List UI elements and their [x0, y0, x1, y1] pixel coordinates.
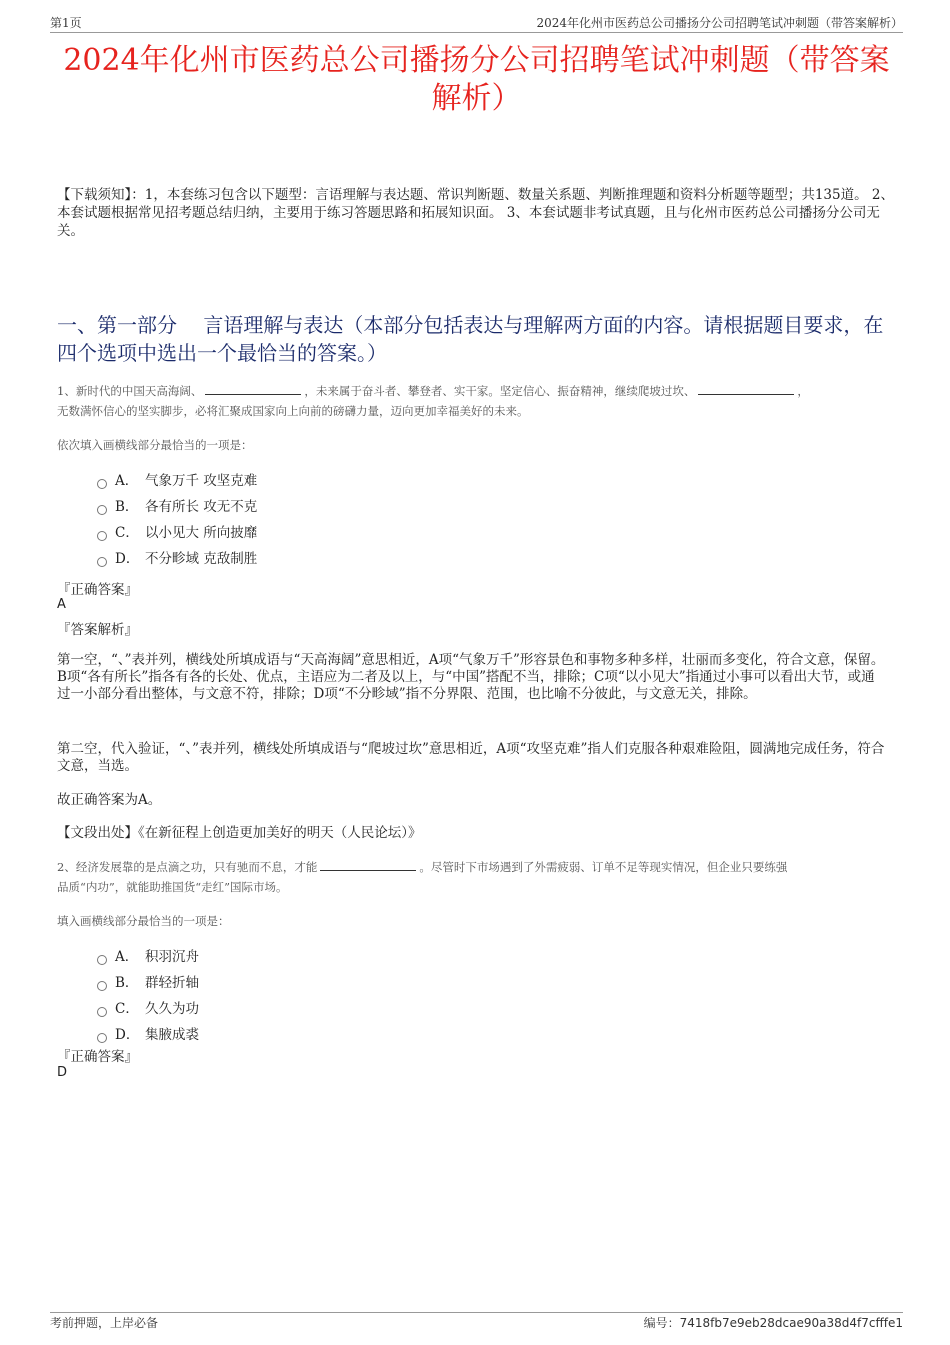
q2-answer-label: 『正确答案』: [57, 1049, 138, 1065]
footer-divider: [50, 1312, 903, 1313]
header-doc-title: 2024年化州市医药总公司播扬分公司招聘笔试冲刺题（带答案解析）: [536, 16, 903, 30]
radio-icon[interactable]: [97, 479, 107, 489]
q1-conclusion: 故正确答案为A。: [57, 792, 162, 808]
document-title: [50, 42, 903, 118]
q1-analysis-1: 第一空，“、”表并列，横线处所填成语与“天高海阔”意思相近，A项“气象万千”形容景色和事物多种多样，壮丽而多变化，符合文意，保留。B项“各有所长”指各有各的长处、优点，主语应为二者及以上，与“中国”搭配不当，排除；C项“以小见大”指通过小事可以看出大节，或通过一小部分看出整体，与文意不符，排除；D项“不分畛域”指不分界限、范围，也比喻不分彼此，与文意无关，排除。: [57, 652, 885, 702]
footer-code: [644, 1314, 903, 1331]
title-line-1: 2024年化州市医药总公司播扬分公司招聘笔试冲刺题（带答案: [63, 43, 890, 78]
q1-text-d: 无数满怀信心的坚实脚步，必将汇聚成国家向上向前的磅礴力量，迈向更加幸福美好的未来。: [57, 404, 529, 418]
q1-option-c[interactable]: C． 以小见大 所向披靡: [97, 523, 257, 543]
q2-text-a: 2、经济发展靠的是点滴之功，只有驰而不息，才能: [57, 860, 318, 874]
q2-blank-1: [320, 859, 416, 871]
q1-answer: A: [57, 597, 66, 612]
q1-option-d[interactable]: D． 不分畛域 克敌制胜: [97, 549, 257, 569]
download-notice: 【下载须知】：1，本套练习包含以下题型：言语理解与表达题、常识判断题、数量关系题、判断推理题和资料分析题等题型；共135道。 2、本套试题根据常见招考题总结归纳，主要用于练习答题思路和拓展知识面。 3、本套试题非考试真题，且与化州市医药总公司播扬分公司无关。: [57, 187, 894, 239]
q1-option-a[interactable]: A． 气象万千 攻坚克难: [97, 471, 257, 491]
question-1-stem: [57, 381, 903, 421]
q1-blank-1: [205, 383, 301, 395]
page-number: 第1页: [50, 16, 82, 30]
radio-icon[interactable]: [97, 505, 107, 515]
q2-option-b[interactable]: B． 群轻折轴: [97, 973, 199, 993]
q2-option-c[interactable]: C． 久久为功: [97, 999, 199, 1019]
question-2-stem: [57, 857, 903, 897]
q2-answer: D: [57, 1065, 68, 1080]
q1-analysis-2: 第二空，代入验证，“、”表并列，横线处所填成语与“爬坡过坎”意思相近，A项“攻坚克难”指人们克服各种艰难险阻，圆满地完成任务，符合文意，当选。: [57, 741, 885, 774]
radio-icon[interactable]: [97, 981, 107, 991]
q2-option-a[interactable]: A． 积羽沉舟: [97, 947, 199, 967]
footer-slogan: 考前押题，上岸必备: [50, 1316, 159, 1330]
q1-analysis-label: 『答案解析』: [57, 622, 138, 638]
q1-text-a: 1、新时代的中国天高海阔、: [57, 384, 203, 398]
radio-icon[interactable]: [97, 557, 107, 567]
q2-text-b: 。尽管时下市场遇到了外需疲弱、订单不足等现实情况，但企业只要练强: [419, 860, 788, 874]
title-line-2: 解析）: [431, 81, 522, 116]
radio-icon[interactable]: [97, 955, 107, 965]
q1-blank-2: [698, 383, 794, 395]
radio-icon[interactable]: [97, 1033, 107, 1043]
header-divider: [50, 32, 903, 33]
q1-option-b[interactable]: B． 各有所长 攻无不克: [97, 497, 257, 517]
radio-icon[interactable]: [97, 531, 107, 541]
q1-answer-label: 『正确答案』: [57, 582, 138, 598]
footer-code-value: 7418fb7e9eb28dcae90a38d4f7cfffe1: [679, 1316, 903, 1330]
q2-text-c: 品质“内功”，就能助推国货“走红”国际市场。: [57, 880, 288, 894]
radio-icon[interactable]: [97, 1007, 107, 1017]
q1-source: 【文段出处】《在新征程上创造更加美好的明天（人民论坛）》: [57, 825, 422, 841]
q2-option-d[interactable]: D． 集腋成裘: [97, 1025, 199, 1045]
q2-prompt: 填入画横线部分最恰当的一项是：: [57, 914, 230, 928]
q1-prompt: 依次填入画横线部分最恰当的一项是：: [57, 438, 253, 452]
section-heading: 一、第一部分 言语理解与表达（本部分包括表达与理解两方面的内容。请根据题目要求，在四个选项中选出一个最恰当的答案。）: [57, 313, 884, 365]
q1-text-b: ，未来属于奋斗者、攀登者、实干家。坚定信心、振奋精神，继续爬坡过坎、: [304, 384, 696, 398]
footer-code-label: 编号：: [643, 1316, 680, 1330]
q1-text-c: ，: [797, 384, 809, 398]
